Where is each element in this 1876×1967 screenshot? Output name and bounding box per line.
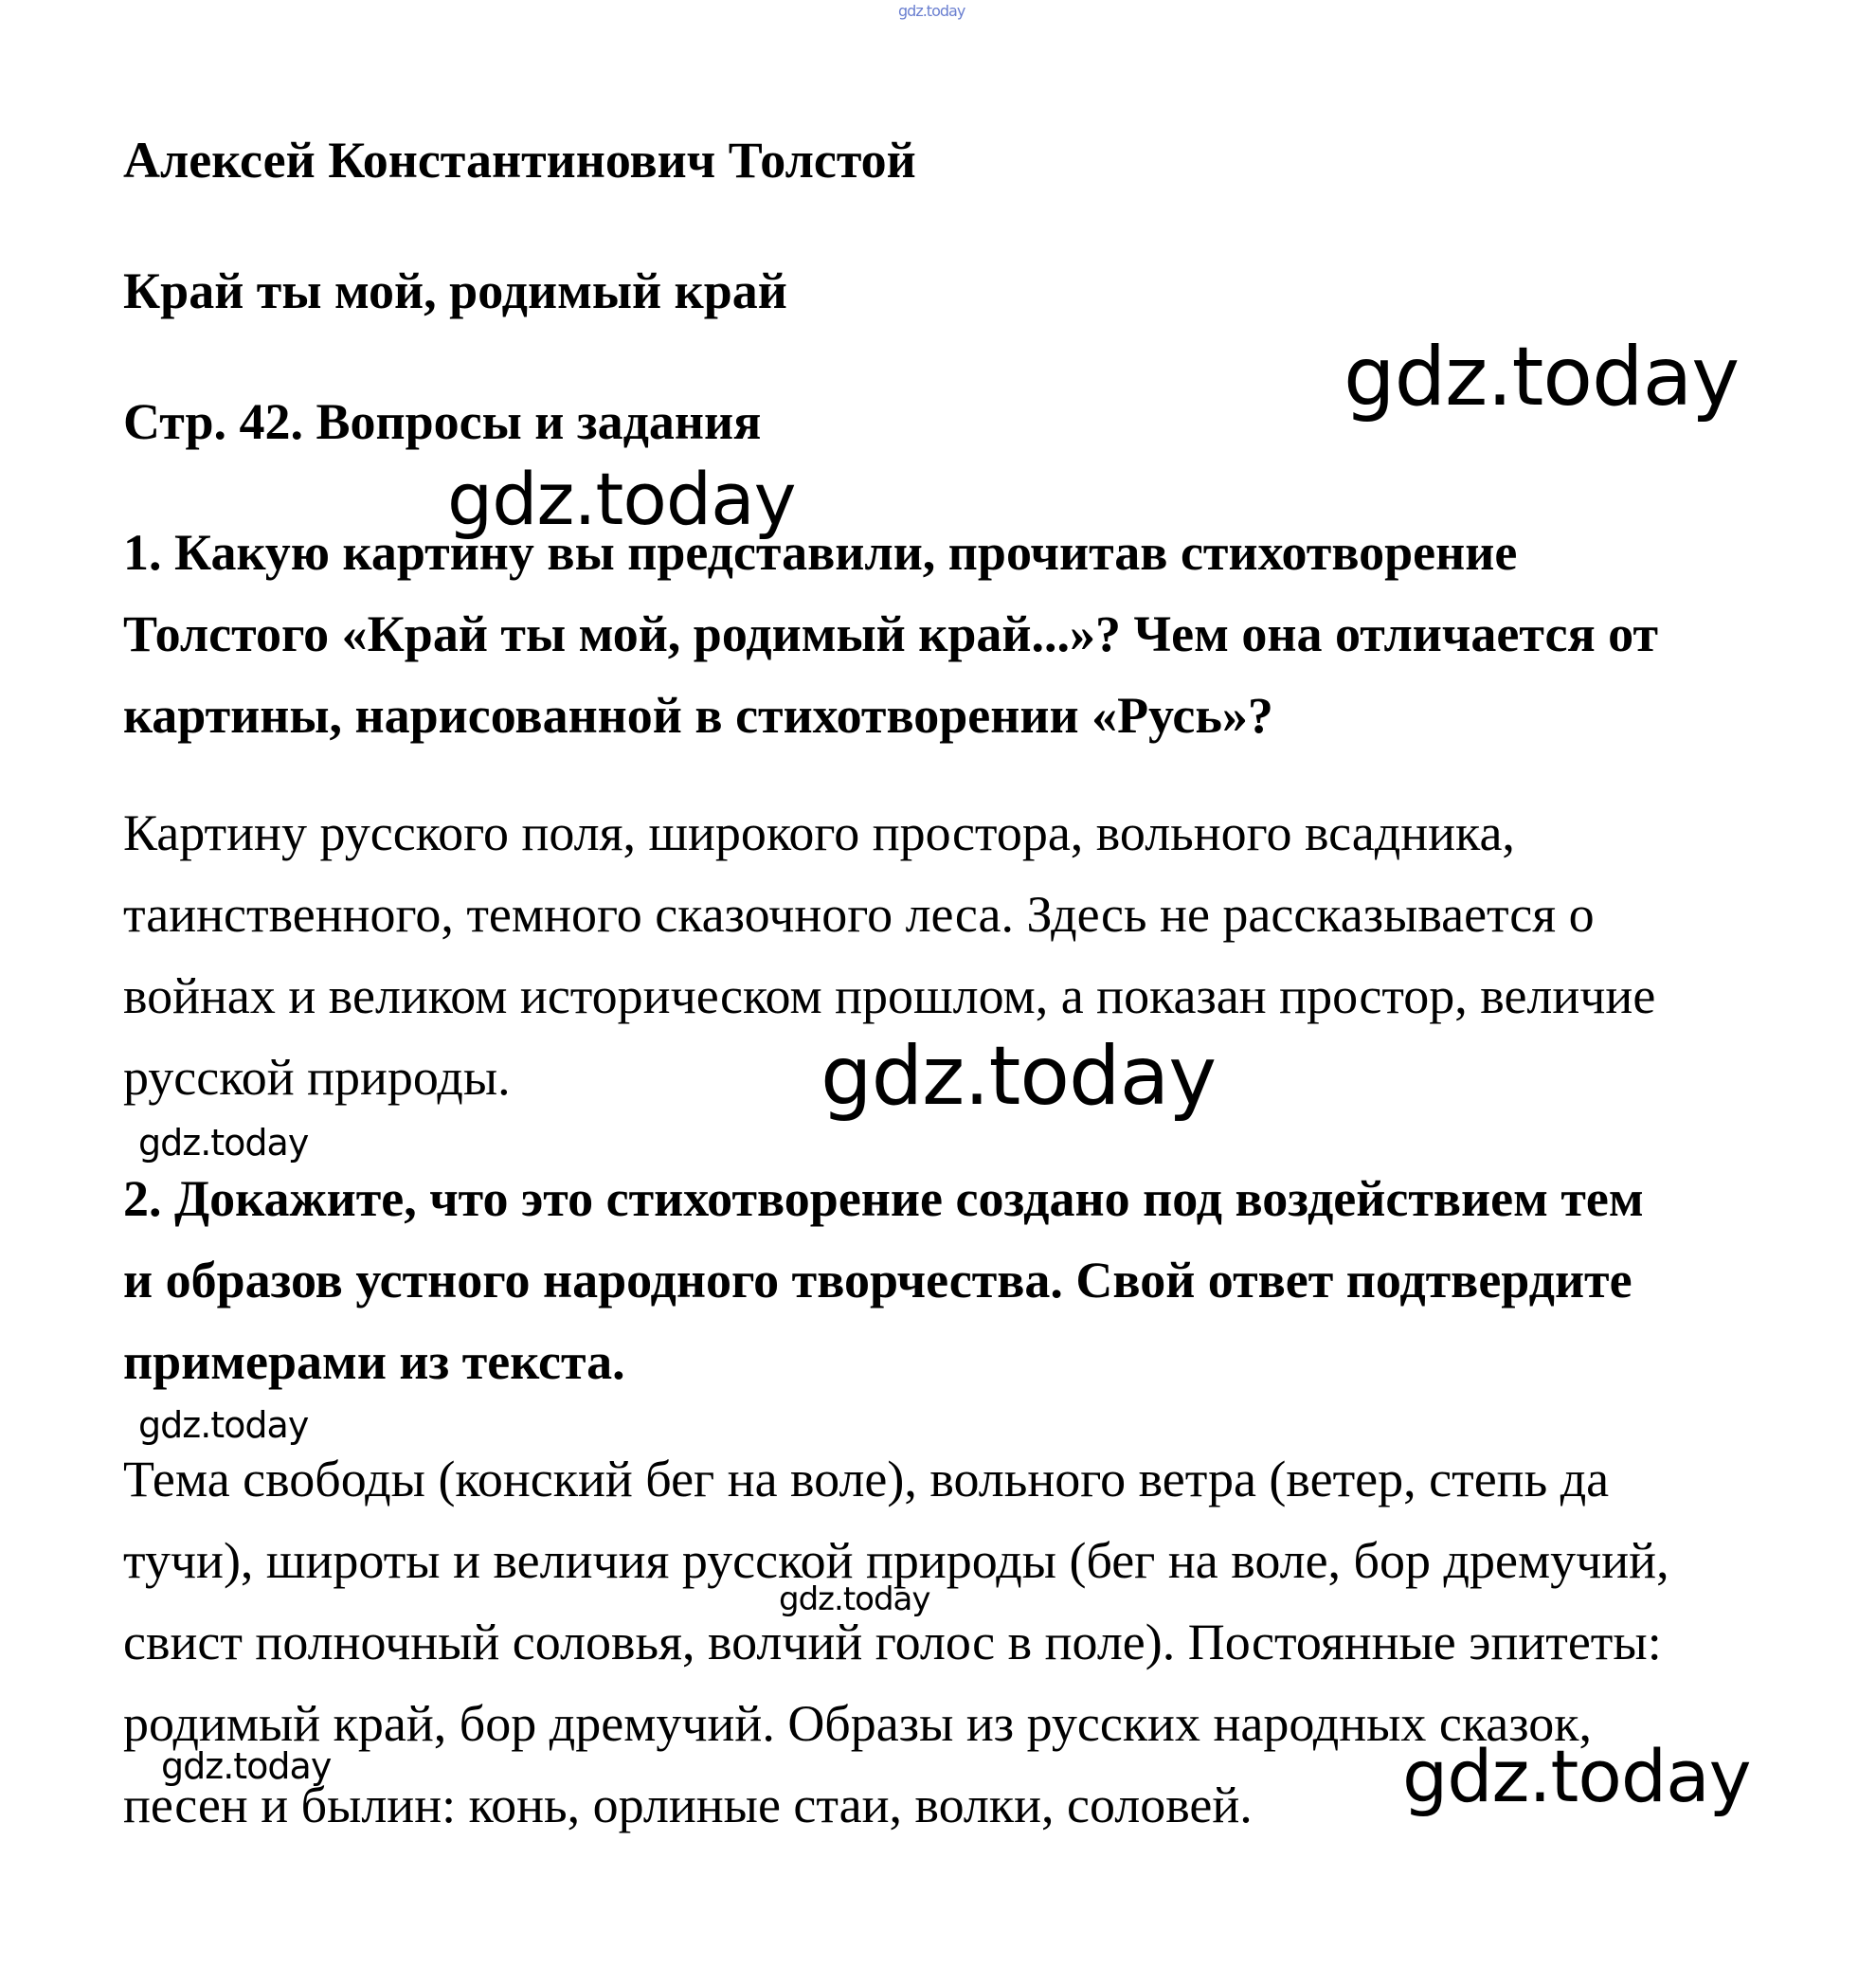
answer-2-line-2: тучи), широты и величия русской природы (бег на воле, бор дремучий,	[123, 1532, 1669, 1589]
poem-title: Край ты мой, родимый край	[123, 262, 787, 319]
watermark: gdz.today	[138, 1122, 309, 1164]
watermark: gdz.today	[821, 1029, 1217, 1124]
watermark: gdz.today	[1402, 1734, 1751, 1818]
question-1-line-2: Толстого «Край ты мой, родимый край...»? Чем она отличается от	[123, 605, 1658, 662]
answer-1-line-3: войнах и великом историческом прошлом, а показан простор, величие	[123, 967, 1656, 1024]
answer-2-line-4: родимый край, бор дремучий. Образы из русских народных сказок,	[123, 1695, 1593, 1752]
author-heading: Алексей Константинович Толстой	[123, 132, 916, 189]
section-title: Стр. 42. Вопросы и задания	[123, 393, 762, 450]
question-2-line-1: 2. Докажите, что это стихотворение создано под воздействием тем	[123, 1170, 1644, 1227]
answer-1-line-2: таинственного, темного сказочного леса. Здесь не рассказывается о	[123, 886, 1595, 943]
answer-2-line-5: песен и былин: конь, орлиные стаи, волки, соловей.	[123, 1777, 1253, 1833]
watermark-top: gdz.today	[898, 2, 965, 20]
question-2-line-3: примерами из текста.	[123, 1333, 625, 1390]
watermark: gdz.today	[447, 457, 796, 541]
question-1-line-1: 1. Какую картину вы представили, прочитав стихотворение	[123, 524, 1518, 581]
watermark: gdz.today	[138, 1404, 309, 1446]
watermark: gdz.today	[1344, 330, 1740, 424]
watermark: gdz.today	[161, 1745, 332, 1787]
watermark: gdz.today	[779, 1580, 930, 1618]
question-1-line-3: картины, нарисованной в стихотворении «Русь»?	[123, 687, 1273, 744]
answer-1-line-1: Картину русского поля, широкого простора, вольного всадника,	[123, 804, 1515, 861]
question-2-line-2: и образов устного народного творчества. Свой ответ подтвердите	[123, 1252, 1632, 1308]
answer-1-line-4: русской природы.	[123, 1049, 511, 1106]
answer-2-line-1: Тема свободы (конский бег на воле), вольного ветра (ветер, степь да	[123, 1451, 1610, 1507]
answer-2-line-3: свист полночный соловья, волчий голос в поле). Постоянные эпитеты:	[123, 1614, 1662, 1670]
